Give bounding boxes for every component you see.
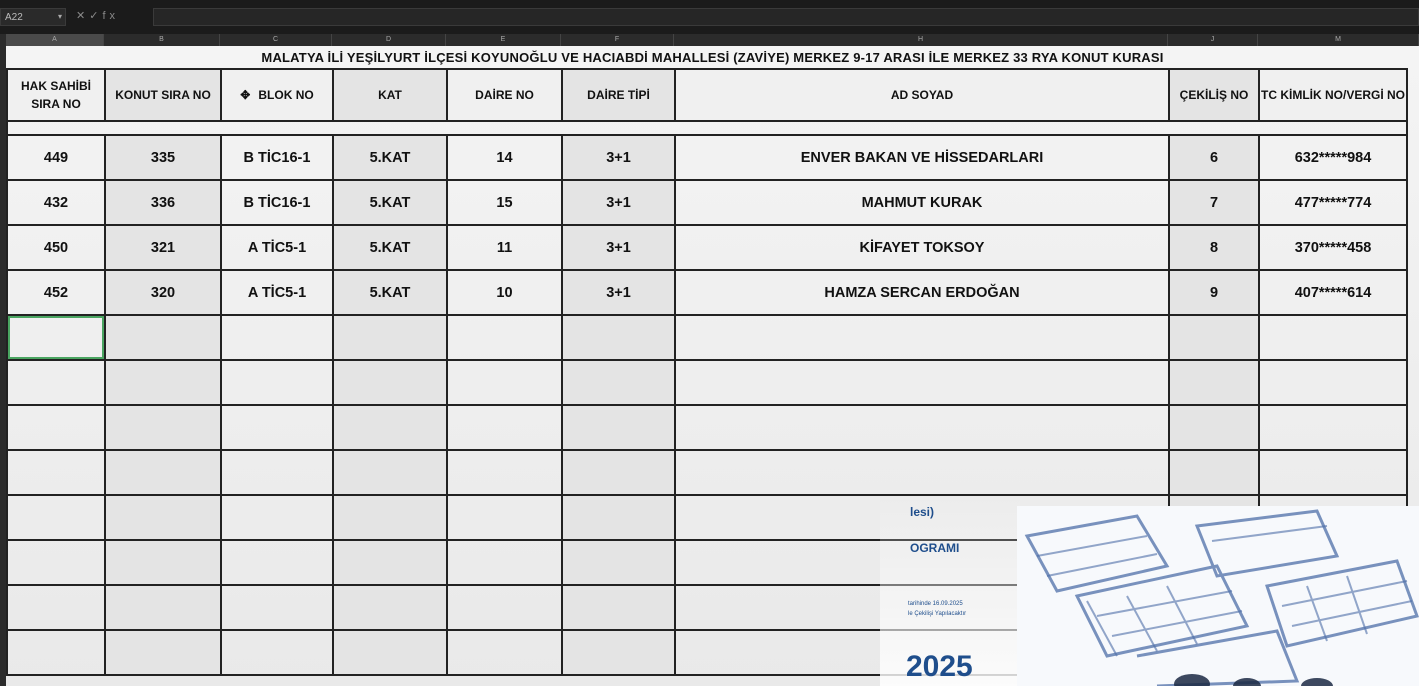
column-header-strip bbox=[0, 34, 1419, 46]
cell[interactable]: B TİC16-1 bbox=[221, 180, 333, 225]
name-box[interactable]: A22 bbox=[0, 8, 66, 26]
cell[interactable]: A TİC5-1 bbox=[221, 225, 333, 270]
cell[interactable]: 3+1 bbox=[562, 135, 675, 180]
cell[interactable]: 11 bbox=[447, 225, 562, 270]
cell[interactable] bbox=[7, 450, 105, 495]
cell[interactable]: 14 bbox=[447, 135, 562, 180]
cell[interactable] bbox=[333, 360, 447, 405]
cell[interactable] bbox=[105, 585, 221, 630]
promo-line-1: lesi) bbox=[910, 505, 935, 519]
header-cell[interactable]: TC KİMLİK NO/VERGİ NO bbox=[1259, 69, 1407, 121]
cell[interactable] bbox=[1169, 450, 1259, 495]
cell[interactable] bbox=[221, 585, 333, 630]
cell[interactable] bbox=[105, 630, 221, 675]
header-cell[interactable]: KONUT SIRA NO bbox=[105, 69, 221, 121]
cell[interactable]: 5.KAT bbox=[333, 270, 447, 315]
column-header-f[interactable]: F bbox=[561, 34, 674, 46]
cell[interactable] bbox=[562, 405, 675, 450]
cell[interactable] bbox=[1259, 405, 1407, 450]
cell[interactable]: 370*****458 bbox=[1259, 225, 1407, 270]
promo-year: 2025 bbox=[906, 650, 973, 683]
cell[interactable] bbox=[7, 540, 105, 585]
cell[interactable] bbox=[1259, 315, 1407, 360]
cell[interactable] bbox=[333, 450, 447, 495]
column-header-b[interactable]: B bbox=[104, 34, 220, 46]
cell[interactable] bbox=[562, 450, 675, 495]
header-cell[interactable]: KAT bbox=[333, 69, 447, 121]
cell[interactable]: 321 bbox=[105, 225, 221, 270]
cell[interactable] bbox=[7, 585, 105, 630]
cell[interactable] bbox=[447, 585, 562, 630]
cell[interactable] bbox=[447, 495, 562, 540]
table-row bbox=[7, 360, 1407, 405]
cell[interactable]: 5.KAT bbox=[333, 225, 447, 270]
cell[interactable]: A TİC5-1 bbox=[221, 270, 333, 315]
promo-line-3: tarihinde 16.09.2025 bbox=[908, 601, 963, 607]
cell[interactable]: 336 bbox=[105, 180, 221, 225]
spacer-row bbox=[7, 121, 1407, 135]
cell[interactable] bbox=[1259, 450, 1407, 495]
cell[interactable] bbox=[333, 405, 447, 450]
sheet-title: MALATYA İLİ YEŞİLYURT İLÇESİ KOYUNOĞLU VE HACIABDİ MAHALLESİ (ZAVİYE) MERKEZ 9-17 ARASI İLE MERKEZ 33 RYA KONUT KURASI bbox=[261, 50, 1164, 65]
cell[interactable] bbox=[1169, 405, 1259, 450]
cell[interactable] bbox=[447, 405, 562, 450]
cell[interactable] bbox=[333, 315, 447, 360]
cell[interactable] bbox=[562, 540, 675, 585]
chevron-down-icon[interactable]: ▾ bbox=[58, 12, 63, 21]
fx-icon[interactable]: fx bbox=[102, 10, 119, 22]
cell[interactable] bbox=[562, 315, 675, 360]
cell[interactable] bbox=[7, 495, 105, 540]
table-row bbox=[7, 405, 1407, 450]
cell[interactable] bbox=[105, 450, 221, 495]
promo-text-overlay bbox=[880, 495, 1020, 686]
promo-line-2: OGRAMI bbox=[910, 541, 960, 555]
cell[interactable]: MAHMUT KURAK bbox=[675, 180, 1169, 225]
cell[interactable]: 5.KAT bbox=[333, 180, 447, 225]
cell[interactable]: ENVER BAKAN VE HİSSEDARLARI bbox=[675, 135, 1169, 180]
table-row bbox=[7, 270, 1407, 315]
cell[interactable]: 8 bbox=[1169, 225, 1259, 270]
cell[interactable]: 320 bbox=[105, 270, 221, 315]
cell[interactable] bbox=[333, 630, 447, 675]
cell[interactable] bbox=[105, 495, 221, 540]
cell[interactable]: 450 bbox=[7, 225, 105, 270]
cell[interactable] bbox=[105, 405, 221, 450]
cell[interactable]: 477*****774 bbox=[1259, 180, 1407, 225]
cell[interactable] bbox=[562, 630, 675, 675]
formula-icons[interactable]: ✕✓fx bbox=[76, 10, 119, 22]
cell[interactable] bbox=[675, 405, 1169, 450]
table-row bbox=[7, 315, 1407, 360]
cell[interactable] bbox=[221, 450, 333, 495]
column-header-a[interactable]: A bbox=[6, 34, 104, 46]
cell[interactable] bbox=[7, 360, 105, 405]
cell[interactable] bbox=[333, 495, 447, 540]
header-cell[interactable]: ÇEKİLİŞ NO bbox=[1169, 69, 1259, 121]
cell[interactable]: 3+1 bbox=[562, 270, 675, 315]
cell[interactable] bbox=[447, 540, 562, 585]
header-cell-label: BLOK NO bbox=[258, 88, 314, 102]
cell[interactable]: 3+1 bbox=[562, 225, 675, 270]
header-cell[interactable] bbox=[221, 69, 333, 121]
cursor-icon: ✥ bbox=[240, 88, 251, 102]
cell[interactable] bbox=[447, 315, 562, 360]
column-header-j[interactable]: J bbox=[1168, 34, 1258, 46]
cell[interactable] bbox=[1259, 360, 1407, 405]
cell[interactable]: 7 bbox=[1169, 180, 1259, 225]
cell[interactable] bbox=[675, 315, 1169, 360]
cell[interactable]: 10 bbox=[447, 270, 562, 315]
cell[interactable] bbox=[447, 360, 562, 405]
cell[interactable]: 452 bbox=[7, 270, 105, 315]
cell[interactable] bbox=[562, 495, 675, 540]
cell[interactable] bbox=[221, 540, 333, 585]
cell[interactable] bbox=[221, 360, 333, 405]
column-header-d[interactable]: D bbox=[332, 34, 446, 46]
cell[interactable] bbox=[675, 360, 1169, 405]
cell[interactable]: 335 bbox=[105, 135, 221, 180]
table-row bbox=[7, 225, 1407, 270]
cell[interactable] bbox=[221, 315, 333, 360]
column-header-e[interactable]: E bbox=[446, 34, 561, 46]
column-header-c[interactable]: C bbox=[220, 34, 332, 46]
blueprint-image bbox=[1017, 506, 1419, 686]
cell[interactable]: 432 bbox=[7, 180, 105, 225]
cell[interactable] bbox=[105, 540, 221, 585]
header-cell[interactable]: HAK SAHİBİ SIRA NO bbox=[7, 69, 105, 121]
cell[interactable]: B TİC16-1 bbox=[221, 135, 333, 180]
cell[interactable] bbox=[221, 495, 333, 540]
cell[interactable] bbox=[447, 450, 562, 495]
cell[interactable] bbox=[333, 540, 447, 585]
promo-line-4: le Çekilişi Yapılacaktır bbox=[908, 611, 967, 617]
cell[interactable] bbox=[562, 360, 675, 405]
header-cell[interactable]: DAİRE TİPİ bbox=[562, 69, 675, 121]
cell[interactable]: 6 bbox=[1169, 135, 1259, 180]
cell[interactable] bbox=[221, 405, 333, 450]
cell[interactable] bbox=[105, 315, 221, 360]
cell[interactable]: 449 bbox=[7, 135, 105, 180]
cell[interactable] bbox=[1169, 360, 1259, 405]
cell[interactable] bbox=[221, 630, 333, 675]
header-cell[interactable]: DAİRE NO bbox=[447, 69, 562, 121]
column-header-m[interactable]: M bbox=[1258, 34, 1419, 46]
cell[interactable]: KİFAYET TOKSOY bbox=[675, 225, 1169, 270]
header-cell[interactable]: AD SOYAD bbox=[675, 69, 1169, 121]
cell[interactable] bbox=[675, 450, 1169, 495]
cell[interactable] bbox=[562, 585, 675, 630]
formula-bar bbox=[0, 0, 1419, 34]
cell[interactable] bbox=[7, 630, 105, 675]
cell[interactable]: 407*****614 bbox=[1259, 270, 1407, 315]
cell[interactable]: 9 bbox=[1169, 270, 1259, 315]
cell[interactable] bbox=[447, 630, 562, 675]
table-row bbox=[7, 180, 1407, 225]
cell[interactable] bbox=[1169, 315, 1259, 360]
header-row bbox=[7, 69, 1407, 121]
selected-cell[interactable] bbox=[7, 315, 105, 360]
formula-input[interactable] bbox=[153, 8, 1419, 26]
table-row bbox=[7, 135, 1407, 180]
cell[interactable] bbox=[333, 585, 447, 630]
cell[interactable]: 5.KAT bbox=[333, 135, 447, 180]
table-row bbox=[7, 450, 1407, 495]
cell[interactable]: HAMZA SERCAN ERDOĞAN bbox=[675, 270, 1169, 315]
cell[interactable] bbox=[105, 360, 221, 405]
cell[interactable]: 3+1 bbox=[562, 180, 675, 225]
column-header-h[interactable]: H bbox=[674, 34, 1168, 46]
cell[interactable] bbox=[7, 405, 105, 450]
cell[interactable]: 15 bbox=[447, 180, 562, 225]
cell[interactable]: 632*****984 bbox=[1259, 135, 1407, 180]
